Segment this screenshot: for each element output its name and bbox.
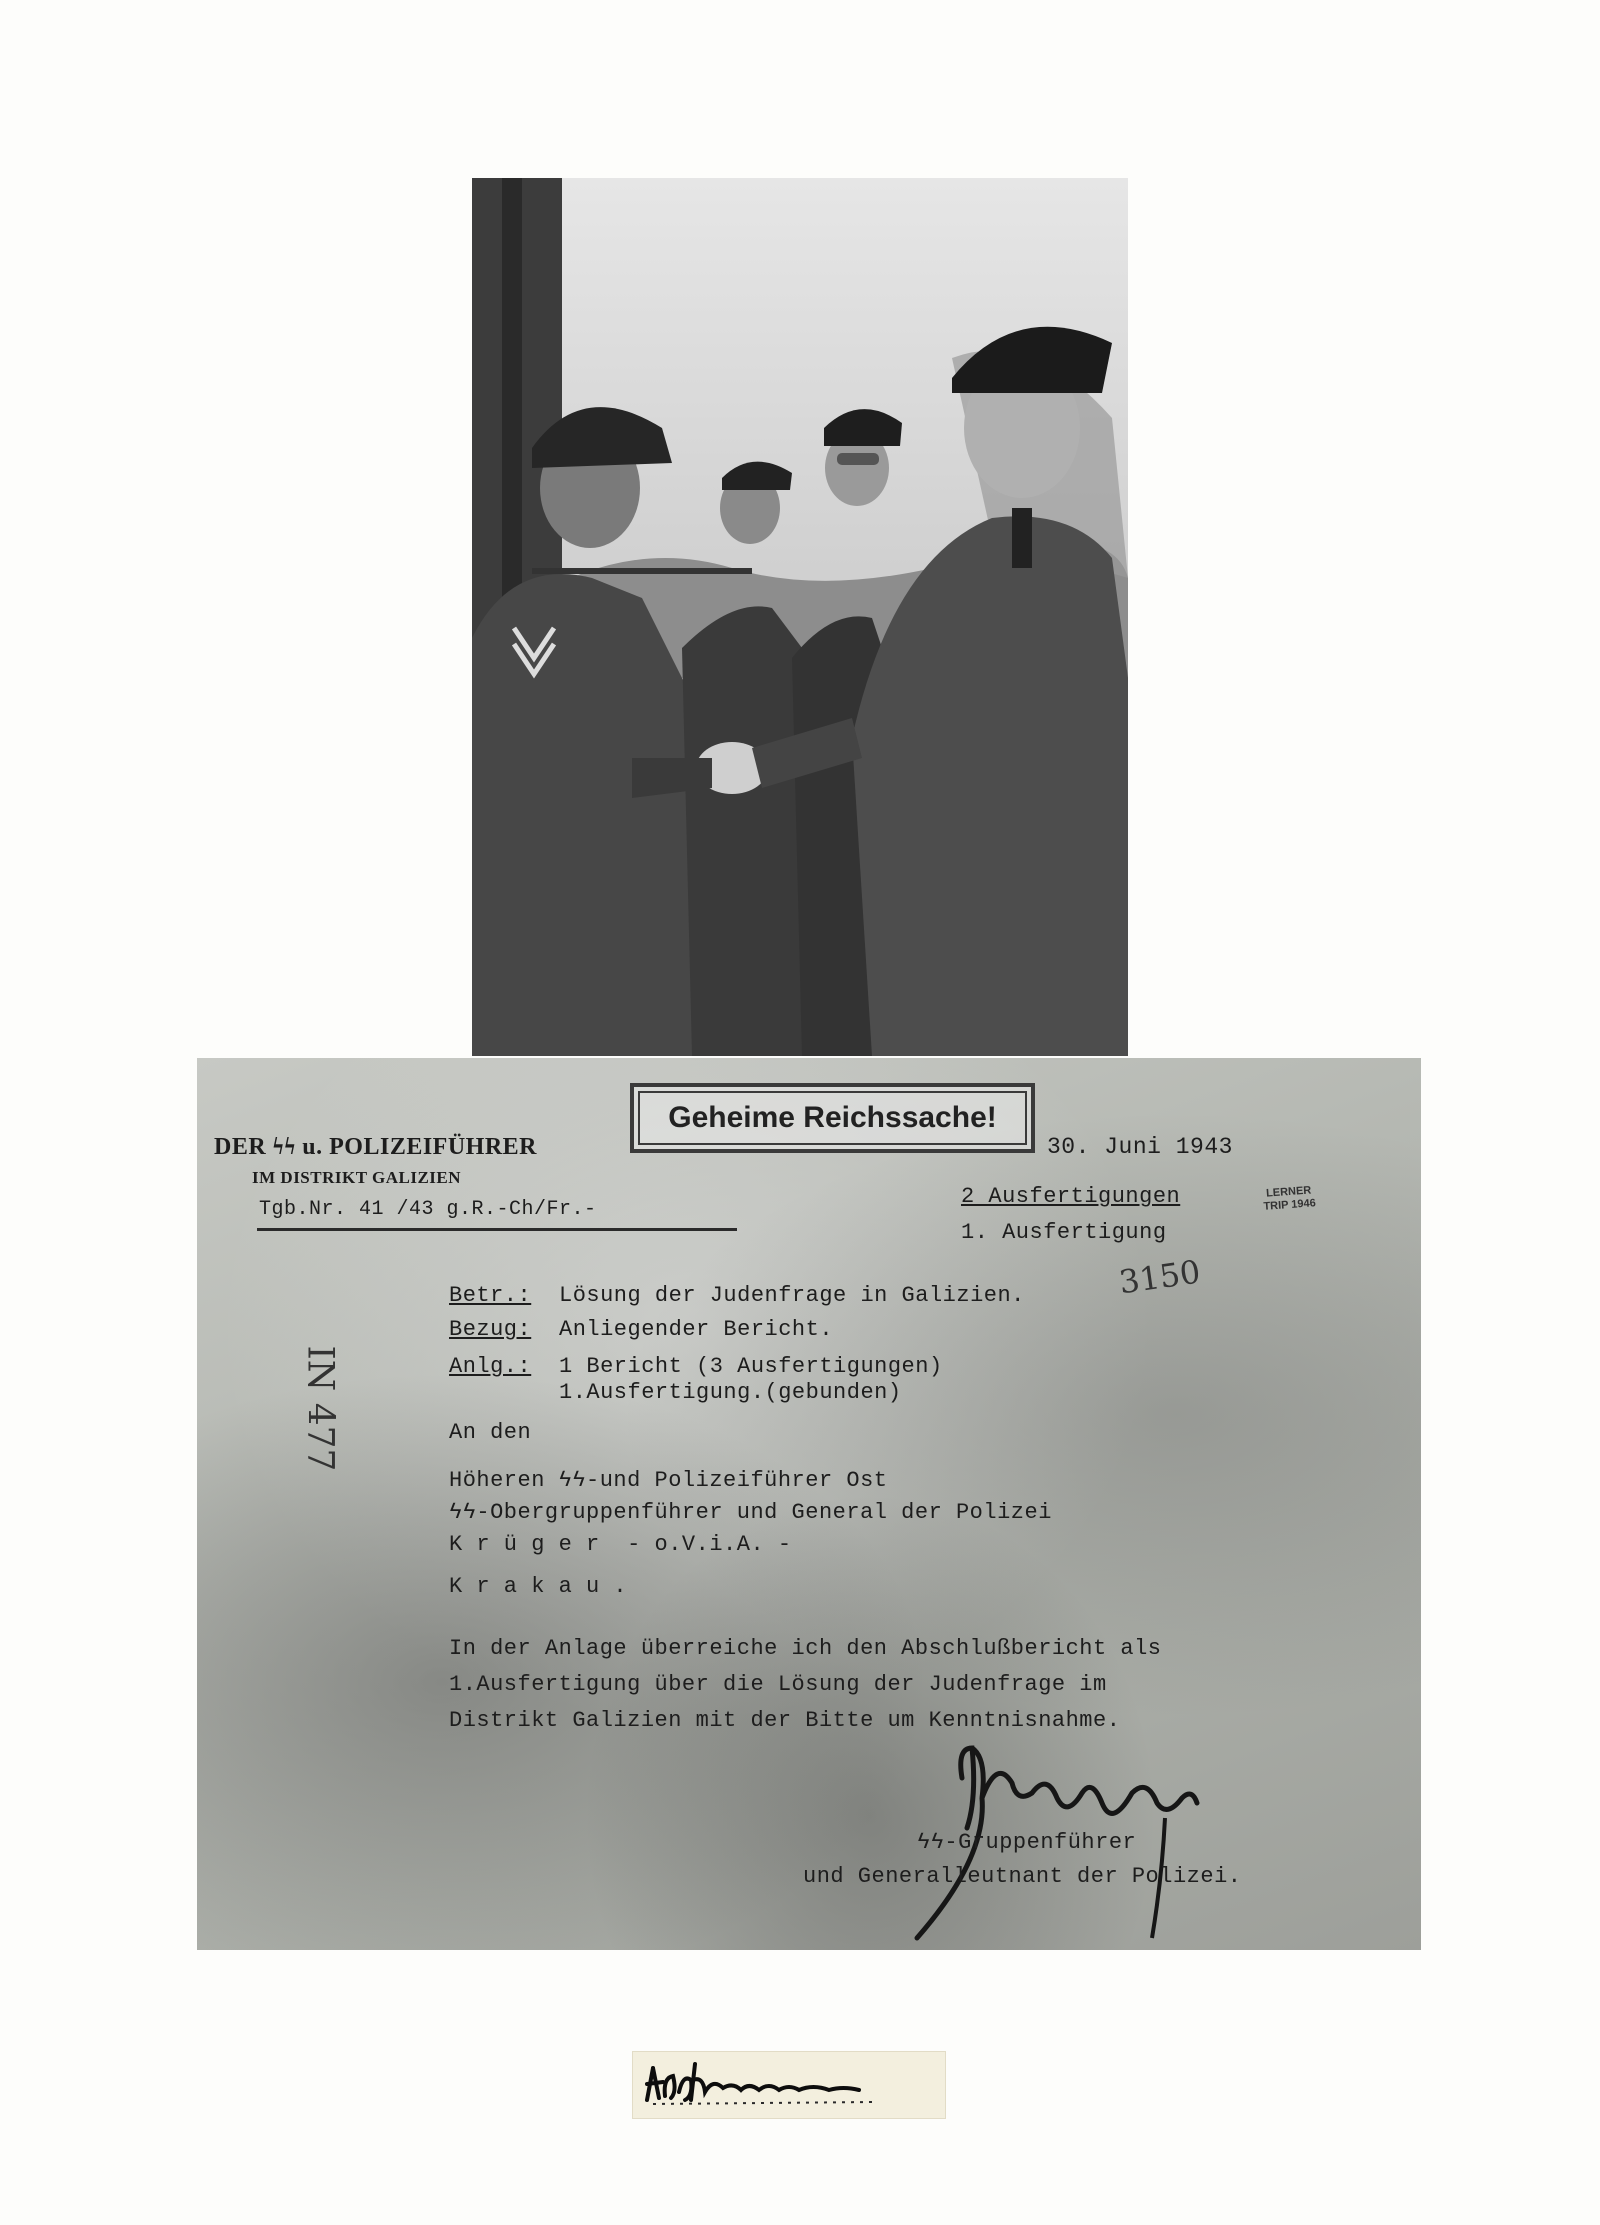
body-line-3: Distrikt Galizien mit der Bitte um Kenntnisnahme. [449, 1708, 1121, 1733]
copies-total: 2 Ausfertigungen [961, 1184, 1181, 1209]
an-den: An den [449, 1420, 532, 1445]
handwritten-number-side: IN 477 [299, 1345, 341, 1472]
archive-stamp: LERNER TRIP 1946 [1263, 1184, 1317, 1213]
copy-number: 1. Ausfertigung [961, 1220, 1167, 1245]
body-line-1: In der Anlage überreiche ich den Abschlußbericht als [449, 1636, 1162, 1661]
handwritten-number-top: 3150 [1116, 1252, 1203, 1302]
recipient-line-4: K r a k a u . [449, 1574, 628, 1599]
autograph-signature [633, 2052, 945, 2118]
recipient-line-1: Höheren ϟϟ-und Polizeiführer Ost [449, 1468, 888, 1493]
handwritten-signature [197, 1058, 1421, 1950]
bezug-label: Bezug: [449, 1317, 532, 1342]
betr-text: Lösung der Judenfrage in Galizien. [559, 1283, 1025, 1308]
betr-label: Betr.: [449, 1283, 532, 1308]
signer-rank-line-2: und Generalleutnant der Polizei. [803, 1864, 1242, 1889]
secret-document [197, 1058, 1421, 1950]
recipient-line-3: K r ü g e r - o.V.i.A. - [449, 1532, 792, 1557]
body-line-2: 1.Ausfertigung über die Lösung der Judenfrage im [449, 1672, 1107, 1697]
document-date: 30. Juni 1943 [1047, 1134, 1233, 1160]
anlg-line-2: 1.Ausfertigung.(gebunden) [559, 1380, 902, 1405]
historical-photograph [472, 178, 1128, 1056]
photograph-scene [472, 178, 1128, 1056]
sender-line-1: DER ϟϟ u. POLIZEIFÜHRER [214, 1134, 538, 1160]
sender-line-2: IM DISTRIKT GALIZIEN [252, 1168, 462, 1187]
autograph-clipping [633, 2052, 945, 2118]
reference-number: Tgb.Nr. 41 /43 g.R.-Ch/Fr.- [259, 1198, 597, 1221]
anlg-label: Anlg.: [449, 1354, 532, 1379]
signer-rank-line-1: ϟϟ-Gruppenführer [917, 1830, 1137, 1855]
anlg-line-1: 1 Bericht (3 Ausfertigungen) [559, 1354, 943, 1379]
recipient-line-2: ϟϟ-Obergruppenführer und General der Polizei [449, 1500, 1052, 1525]
bezug-text: Anliegender Bericht. [559, 1317, 834, 1342]
classification-stamp-text: Geheime Reichssache! [638, 1091, 1027, 1145]
